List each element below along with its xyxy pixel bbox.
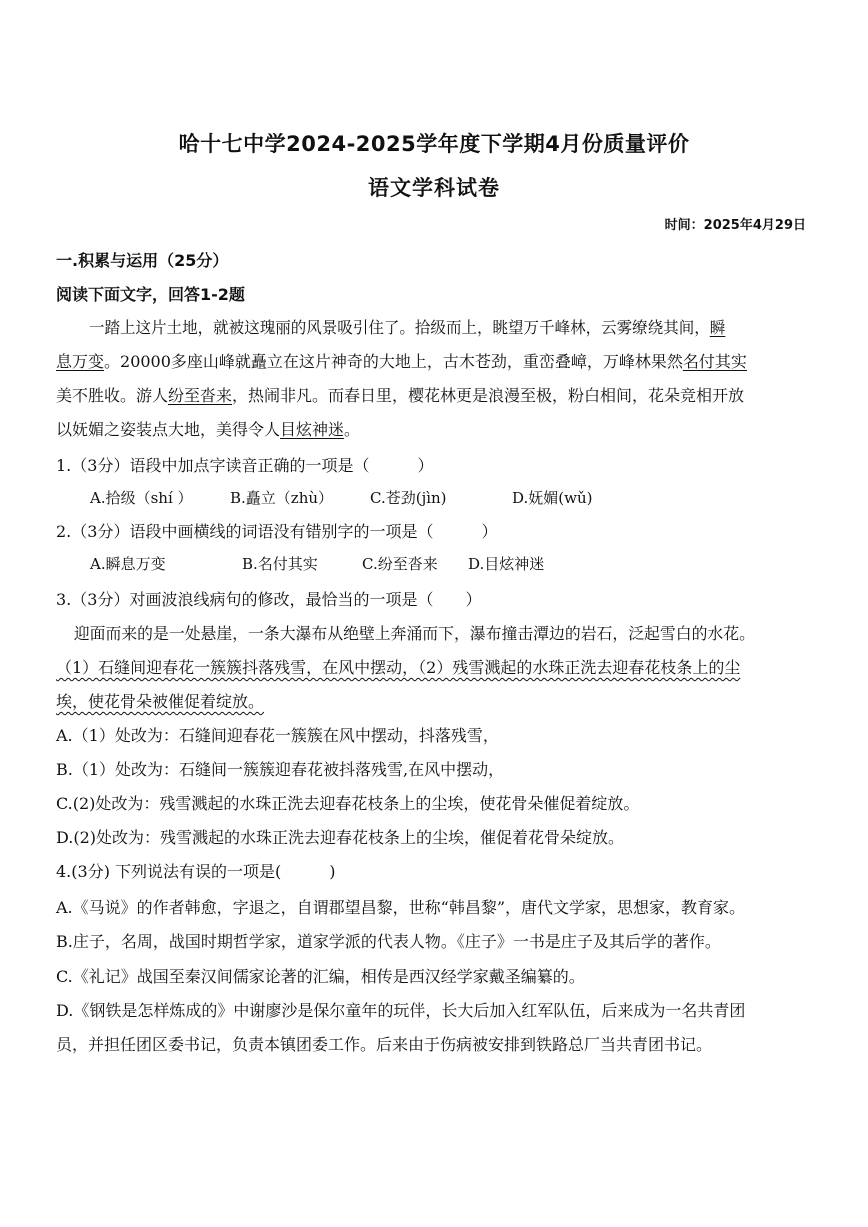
question-4-option-d-line-2: 员，并担任团区委书记，负责本镇团委工作。后来由于伤病被安排到铁路总厂当共青团书记。 [56,1035,713,1054]
underlined-word: 瞬 [709,318,726,337]
question-4-stem: 4.(3分) 下列说法有误的一项是( ) [56,862,336,881]
question-4-option-c: C.《礼记》战国至秦汉间儒家论著的汇编，相传是西汉经学家戴圣编纂的。 [56,967,585,986]
question-2-options [90,553,544,574]
exam-subtitle: 语文学科试卷 [368,176,500,200]
question-4-option-d-line-1: D.《钢铁是怎样炼成的》中谢廖沙是保尔童年的玩伴，长大后加入红军队伍，后来成为一名共青团 [56,1001,746,1020]
option-b: B.名付其实 [242,555,318,573]
option-b: B.矗立（zhù） [230,489,334,507]
question-3-stem: 3.（3分）对画波浪线病句的修改，最恰当的一项是（ ） [56,590,482,609]
option-a: A.瞬息万变 [90,555,166,573]
question-3-option-a: A.（1）处改为：石缝间迎春花一簇簇在风中摆动，抖落残雪， [56,726,499,745]
passage-line-1: 一踏上这片土地，就被这瑰丽的风景吸引住了。拾级而上，眺望万千峰林，云雾缭绕其间，瞬 [88,318,726,337]
option-d: D.妩媚(wǔ) [512,489,593,507]
option-d: D.目炫神迷 [468,555,545,573]
passage-line-2: 息万变。20000多座山峰就矗立在这片神奇的大地上，古木苍劲，重峦叠嶂，万峰林果然名付其实 [56,352,747,371]
underlined-word: 纷至沓来 [168,386,233,405]
question-1-stem: 1.（3分）语段中加点字读音正确的一项是（ ） [56,456,434,475]
option-c: C.苍劲(jìn) [370,489,447,507]
option-c: C.纷至沓来 [362,555,438,573]
question-3-option-b: B.（1）处改为：石缝间一簇簇迎春花被抖落残雪,在风中摆动， [56,760,505,779]
question-2-stem: 2.（3分）语段中画横线的词语没有错别字的一项是（ ） [56,522,498,541]
section-heading: 一.积累与运用（25分） [56,251,229,270]
question-4-option-a: A.《马说》的作者韩愈，字退之，自谓郡望昌黎，世称“韩昌黎”，唐代文学家，思想家，教育家。 [56,898,746,917]
passage-line-3: 美不胜收。游人纷至沓来，热闹非凡。而春日里，樱花林更是浪漫至极，粉白相间，花朵竞相开放 [56,386,745,405]
question-3-passage-2: （1）石缝间迎春花一簇簇抖落残雪，在风中摆动，（2）残雪溅起的水珠正洗去迎春花枝条上的尘 [56,658,741,677]
question-3-option-d: D.(2)处改为：残雪溅起的水珠正洗去迎春花枝条上的尘埃，催促着花骨朵绽放。 [56,828,625,847]
question-3-passage-3: 埃，使花骨朵被催促着绽放。 [56,692,265,711]
exam-date: 时间：2025年4月29日 [664,218,806,233]
passage-line-4: 以妩媚之姿装点大地，美得令人目炫神迷。 [56,420,361,439]
exam-title: 哈十七中学2024-2025学年度下学期4月份质量评价 [178,132,690,156]
question-3-option-c: C.(2)处改为：残雪溅起的水珠正洗去迎春花枝条上的尘埃，使花骨朵催促着绽放。 [56,794,640,813]
question-4-option-b: B.庄子，名周，战国时期哲学家，道家学派的代表人物。《庄子》一书是庄子及其后学的著作。 [56,932,721,951]
reading-instruction: 阅读下面文字，回答1-2题 [56,285,245,304]
underlined-word: 目炫神迷 [280,420,345,439]
underlined-word: 息万变 [56,352,105,371]
question-1-options [90,487,592,508]
option-a: A.拾级（shí ） [90,489,193,507]
underlined-word: 名付其实 [682,352,747,371]
question-3-passage-1: 迎面而来的是一处悬崖，一条大瀑布从绝壁上奔涌而下，瀑布撞击潭边的岩石，泛起雪白的水花。 [73,624,755,643]
